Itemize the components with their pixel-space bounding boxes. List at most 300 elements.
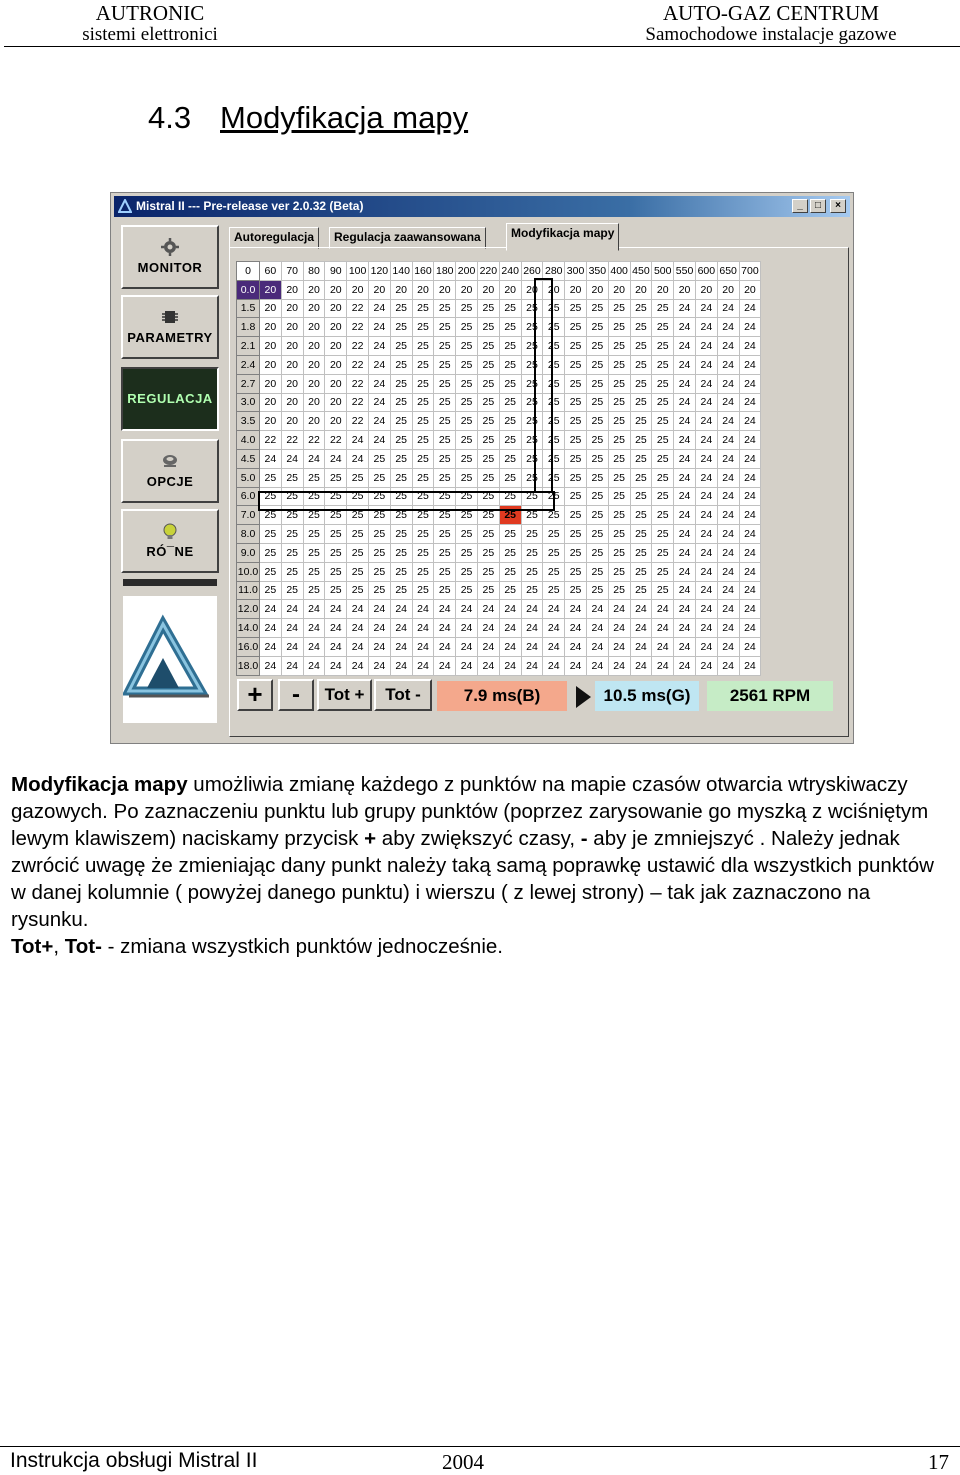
grid-cell[interactable]: 24 (674, 412, 696, 431)
grid-cell[interactable]: 24 (739, 355, 761, 374)
grid-cell[interactable]: 25 (390, 468, 412, 487)
grid-cell[interactable]: 24 (543, 637, 565, 656)
grid-cell[interactable]: 24 (717, 431, 739, 450)
grid-cell[interactable]: 25 (565, 449, 587, 468)
grid-cell[interactable]: 20 (390, 280, 412, 299)
grid-cell[interactable]: 24 (586, 619, 608, 638)
grid-cell[interactable]: 25 (521, 449, 543, 468)
grid-cell[interactable]: 25 (543, 318, 565, 337)
grid-cell[interactable]: 24 (652, 637, 674, 656)
grid-cell[interactable]: 24 (630, 600, 652, 619)
grid-cell[interactable]: 24 (739, 562, 761, 581)
grid-column-header[interactable]: 60 (260, 262, 282, 281)
grid-cell[interactable]: 25 (586, 431, 608, 450)
grid-cell[interactable]: 24 (739, 468, 761, 487)
grid-cell[interactable]: 25 (456, 562, 478, 581)
grid-cell[interactable]: 24 (739, 600, 761, 619)
grid-cell[interactable]: 24 (368, 374, 390, 393)
grid-row-header[interactable]: 18.0 (237, 656, 260, 675)
grid-cell[interactable]: 25 (281, 543, 303, 562)
grid-cell[interactable]: 24 (347, 619, 369, 638)
grid-cell[interactable]: 25 (608, 487, 630, 506)
grid-cell[interactable]: 25 (434, 412, 456, 431)
grid-cell[interactable]: 25 (434, 318, 456, 337)
grid-cell[interactable]: 25 (608, 299, 630, 318)
grid-cell[interactable]: 24 (565, 637, 587, 656)
grid-cell[interactable]: 25 (477, 299, 499, 318)
grid-cell[interactable]: 25 (652, 506, 674, 525)
grid-cell[interactable]: 24 (368, 337, 390, 356)
grid-cell[interactable]: 24 (695, 656, 717, 675)
grid-cell[interactable]: 25 (586, 449, 608, 468)
grid-cell[interactable]: 24 (521, 600, 543, 619)
grid-cell[interactable]: 20 (412, 280, 434, 299)
grid-cell[interactable]: 25 (260, 487, 282, 506)
grid-cell[interactable]: 25 (477, 525, 499, 544)
grid-cell[interactable]: 24 (303, 619, 325, 638)
grid-cell[interactable]: 20 (281, 412, 303, 431)
grid-row-header[interactable]: 0.0 (237, 280, 260, 299)
grid-cell[interactable]: 24 (608, 600, 630, 619)
grid-cell[interactable]: 20 (630, 280, 652, 299)
grid-cell[interactable]: 25 (347, 506, 369, 525)
grid-cell[interactable]: 24 (674, 468, 696, 487)
grid-cell[interactable]: 24 (412, 619, 434, 638)
grid-cell[interactable]: 25 (477, 487, 499, 506)
grid-cell[interactable]: 25 (543, 337, 565, 356)
grid-cell[interactable]: 24 (499, 656, 521, 675)
grid-cell[interactable]: 25 (565, 562, 587, 581)
grid-cell[interactable]: 25 (477, 581, 499, 600)
grid-cell[interactable]: 24 (674, 299, 696, 318)
grid-cell[interactable]: 24 (456, 656, 478, 675)
grid-cell[interactable]: 24 (695, 637, 717, 656)
grid-cell[interactable]: 20 (260, 355, 282, 374)
grid-cell[interactable]: 25 (260, 562, 282, 581)
grid-cell[interactable]: 25 (499, 318, 521, 337)
grid-cell[interactable]: 20 (281, 337, 303, 356)
grid-cell[interactable]: 24 (717, 337, 739, 356)
grid-row-header[interactable]: 9.0 (237, 543, 260, 562)
grid-row-header[interactable]: 1.8 (237, 318, 260, 337)
grid-cell[interactable]: 25 (543, 468, 565, 487)
grid-column-header[interactable]: 90 (325, 262, 347, 281)
grid-cell[interactable]: 25 (390, 506, 412, 525)
grid-cell[interactable]: 24 (368, 412, 390, 431)
grid-cell[interactable]: 25 (477, 562, 499, 581)
grid-row-header[interactable]: 4.0 (237, 431, 260, 450)
grid-row-header[interactable]: 10.0 (237, 562, 260, 581)
grid-cell[interactable]: 25 (434, 449, 456, 468)
grid-cell[interactable]: 24 (739, 449, 761, 468)
grid-cell[interactable]: 24 (717, 412, 739, 431)
grid-cell[interactable]: 25 (543, 374, 565, 393)
grid-cell[interactable]: 25 (477, 412, 499, 431)
grid-cell[interactable]: 24 (739, 299, 761, 318)
grid-cell[interactable]: 24 (368, 431, 390, 450)
grid-row-header[interactable]: 3.0 (237, 393, 260, 412)
grid-cell[interactable]: 24 (652, 656, 674, 675)
grid-cell[interactable]: 25 (565, 525, 587, 544)
grid-cell[interactable]: 25 (521, 562, 543, 581)
grid-cell[interactable]: 25 (608, 412, 630, 431)
grid-cell[interactable]: 25 (499, 412, 521, 431)
grid-cell[interactable]: 25 (434, 525, 456, 544)
grid-cell[interactable]: 20 (281, 393, 303, 412)
grid-cell[interactable]: 24 (630, 637, 652, 656)
grid-cell[interactable]: 25 (543, 393, 565, 412)
grid-cell[interactable]: 25 (434, 431, 456, 450)
grid-cell[interactable]: 25 (608, 543, 630, 562)
sidebar-rozne-button[interactable] (121, 509, 219, 573)
grid-cell[interactable]: 24 (325, 637, 347, 656)
grid-cell[interactable]: 20 (303, 337, 325, 356)
grid-cell[interactable]: 25 (347, 562, 369, 581)
grid-cell[interactable]: 20 (260, 393, 282, 412)
grid-cell[interactable]: 25 (608, 318, 630, 337)
grid-cell[interactable]: 25 (281, 525, 303, 544)
grid-cell[interactable]: 24 (325, 656, 347, 675)
grid-cell[interactable]: 25 (630, 355, 652, 374)
grid-cell[interactable]: 25 (586, 506, 608, 525)
grid-cell[interactable]: 24 (325, 619, 347, 638)
grid-cell[interactable]: 24 (608, 656, 630, 675)
increase-button[interactable]: + (237, 679, 273, 711)
grid-cell[interactable]: 25 (281, 562, 303, 581)
grid-cell[interactable]: 25 (412, 543, 434, 562)
grid-cell[interactable]: 25 (347, 468, 369, 487)
grid-cell[interactable]: 24 (368, 318, 390, 337)
grid-cell[interactable]: 24 (281, 449, 303, 468)
grid-cell[interactable]: 24 (303, 449, 325, 468)
grid-cell[interactable]: 24 (499, 600, 521, 619)
grid-cell[interactable]: 25 (521, 525, 543, 544)
grid-cell[interactable]: 25 (412, 449, 434, 468)
grid-column-header[interactable]: 650 (717, 262, 739, 281)
tab-modyfikacja-mapy[interactable]: Modyfikacja mapy (506, 223, 619, 251)
grid-cell[interactable]: 22 (347, 299, 369, 318)
grid-cell[interactable]: 25 (499, 393, 521, 412)
grid-row-header[interactable]: 8.0 (237, 525, 260, 544)
grid-cell[interactable]: 24 (674, 637, 696, 656)
grid-cell[interactable]: 24 (303, 637, 325, 656)
grid-cell[interactable]: 25 (303, 562, 325, 581)
grid-cell[interactable]: 24 (368, 656, 390, 675)
grid-cell[interactable]: 25 (434, 393, 456, 412)
grid-cell[interactable]: 25 (390, 431, 412, 450)
grid-column-header[interactable]: 600 (695, 262, 717, 281)
grid-cell[interactable]: 25 (630, 581, 652, 600)
grid-cell[interactable]: 24 (717, 506, 739, 525)
tab-regulacja-zaawansowana[interactable]: Regulacja zaawansowana (329, 227, 486, 249)
maximize-button[interactable]: □ (810, 199, 826, 213)
grid-cell[interactable]: 25 (325, 487, 347, 506)
grid-cell[interactable]: 25 (521, 337, 543, 356)
grid-cell[interactable]: 24 (521, 619, 543, 638)
grid-cell[interactable]: 25 (652, 318, 674, 337)
grid-cell[interactable]: 25 (499, 543, 521, 562)
grid-cell[interactable]: 22 (347, 412, 369, 431)
grid-cell[interactable]: 25 (390, 299, 412, 318)
grid-cell[interactable]: 25 (586, 581, 608, 600)
grid-row-header[interactable]: 3.5 (237, 412, 260, 431)
grid-cell[interactable]: 25 (368, 562, 390, 581)
grid-cell[interactable]: 25 (303, 468, 325, 487)
grid-cell[interactable]: 22 (303, 431, 325, 450)
grid-cell[interactable]: 25 (652, 525, 674, 544)
grid-cell[interactable]: 25 (565, 374, 587, 393)
grid-cell[interactable]: 24 (543, 656, 565, 675)
grid-cell[interactable]: 20 (695, 280, 717, 299)
grid-cell[interactable]: 25 (608, 355, 630, 374)
grid-cell[interactable]: 24 (695, 581, 717, 600)
grid-cell[interactable]: 25 (477, 449, 499, 468)
grid-column-header[interactable]: 500 (652, 262, 674, 281)
grid-cell[interactable]: 25 (565, 355, 587, 374)
grid-cell[interactable]: 25 (456, 543, 478, 562)
grid-cell[interactable]: 24 (303, 656, 325, 675)
grid-cell[interactable]: 24 (695, 600, 717, 619)
grid-cell[interactable]: 25 (652, 449, 674, 468)
grid-cell[interactable]: 25 (260, 506, 282, 525)
grid-column-header[interactable]: 70 (281, 262, 303, 281)
grid-cell[interactable]: 25 (325, 468, 347, 487)
grid-cell[interactable]: 20 (652, 280, 674, 299)
grid-cell[interactable]: 25 (260, 581, 282, 600)
grid-cell[interactable]: 24 (368, 637, 390, 656)
grid-cell[interactable]: 24 (412, 637, 434, 656)
grid-cell[interactable]: 24 (717, 600, 739, 619)
grid-cell[interactable]: 24 (586, 637, 608, 656)
grid-cell[interactable]: 25 (608, 562, 630, 581)
grid-cell[interactable]: 20 (325, 337, 347, 356)
grid-cell[interactable]: 25 (390, 487, 412, 506)
grid-cell[interactable]: 25 (303, 525, 325, 544)
grid-cell[interactable]: 25 (368, 581, 390, 600)
grid-cell[interactable]: 24 (390, 637, 412, 656)
grid-cell[interactable]: 25 (499, 468, 521, 487)
grid-cell[interactable]: 25 (521, 543, 543, 562)
grid-cell[interactable]: 25 (586, 318, 608, 337)
grid-cell[interactable]: 25 (456, 393, 478, 412)
grid-cell[interactable]: 20 (325, 318, 347, 337)
grid-cell[interactable]: 22 (325, 431, 347, 450)
grid-cell[interactable]: 24 (368, 355, 390, 374)
grid-cell[interactable]: 25 (368, 543, 390, 562)
grid-cell[interactable]: 25 (499, 355, 521, 374)
grid-column-header[interactable]: 220 (477, 262, 499, 281)
grid-cell[interactable]: 24 (477, 656, 499, 675)
grid-cell[interactable]: 25 (260, 543, 282, 562)
grid-cell[interactable]: 25 (477, 431, 499, 450)
grid-cell[interactable]: 25 (586, 412, 608, 431)
grid-cell[interactable]: 20 (543, 280, 565, 299)
grid-cell[interactable]: 25 (456, 318, 478, 337)
grid-cell[interactable]: 20 (260, 318, 282, 337)
grid-cell[interactable]: 24 (499, 619, 521, 638)
grid-cell[interactable]: 25 (325, 581, 347, 600)
grid-cell[interactable]: 25 (652, 543, 674, 562)
grid-cell[interactable]: 24 (674, 581, 696, 600)
grid-cell[interactable]: 24 (695, 337, 717, 356)
grid-cell[interactable]: 25 (499, 431, 521, 450)
grid-cell[interactable]: 20 (586, 280, 608, 299)
grid-cell[interactable]: 24 (674, 506, 696, 525)
grid-cell[interactable]: 20 (260, 299, 282, 318)
grid-cell[interactable]: 24 (739, 431, 761, 450)
grid-cell[interactable]: 25 (499, 449, 521, 468)
grid-cell[interactable]: 24 (739, 487, 761, 506)
grid-cell[interactable]: 24 (695, 543, 717, 562)
grid-cell[interactable]: 25 (565, 487, 587, 506)
grid-cell[interactable]: 25 (477, 506, 499, 525)
grid-cell[interactable]: 25 (521, 506, 543, 525)
grid-cell[interactable]: 25 (390, 374, 412, 393)
grid-cell[interactable]: 25 (368, 525, 390, 544)
grid-cell[interactable]: 24 (739, 581, 761, 600)
grid-cell[interactable]: 25 (390, 393, 412, 412)
grid-cell[interactable]: 25 (390, 449, 412, 468)
grid-cell[interactable]: 25 (652, 431, 674, 450)
grid-cell[interactable]: 24 (412, 656, 434, 675)
grid-cell[interactable]: 25 (260, 468, 282, 487)
grid-cell[interactable]: 25 (543, 487, 565, 506)
grid-cell[interactable]: 25 (652, 562, 674, 581)
grid-cell[interactable]: 25 (325, 562, 347, 581)
grid-cell[interactable]: 25 (565, 431, 587, 450)
grid-cell[interactable]: 25 (630, 468, 652, 487)
grid-cell[interactable]: 25 (434, 487, 456, 506)
grid-cell[interactable]: 20 (325, 299, 347, 318)
tot-minus-button[interactable]: Tot - (374, 679, 432, 711)
grid-cell[interactable]: 24 (695, 412, 717, 431)
grid-cell[interactable]: 25 (347, 525, 369, 544)
grid-cell[interactable]: 24 (652, 600, 674, 619)
grid-cell[interactable]: 25 (434, 299, 456, 318)
grid-cell[interactable]: 25 (630, 412, 652, 431)
grid-cell[interactable]: 20 (368, 280, 390, 299)
highlighted-grid-cell[interactable]: 25 (499, 506, 521, 525)
grid-cell[interactable]: 25 (325, 543, 347, 562)
grid-cell[interactable]: 24 (347, 449, 369, 468)
grid-cell[interactable]: 24 (695, 506, 717, 525)
grid-cell[interactable]: 25 (477, 337, 499, 356)
grid-column-header[interactable]: 120 (368, 262, 390, 281)
grid-cell[interactable]: 25 (565, 543, 587, 562)
grid-cell[interactable]: 25 (456, 374, 478, 393)
grid-column-header[interactable]: 550 (674, 262, 696, 281)
grid-cell[interactable]: 20 (281, 299, 303, 318)
sidebar-opcje-button[interactable] (121, 439, 219, 503)
grid-cell[interactable]: 25 (477, 393, 499, 412)
grid-column-header[interactable]: 100 (347, 262, 369, 281)
grid-cell[interactable]: 20 (281, 280, 303, 299)
grid-cell[interactable]: 24 (630, 656, 652, 675)
grid-cell[interactable]: 25 (521, 355, 543, 374)
grid-cell[interactable]: 24 (347, 431, 369, 450)
grid-cell[interactable]: 24 (739, 525, 761, 544)
grid-cell[interactable]: 25 (456, 525, 478, 544)
grid-cell[interactable]: 25 (586, 525, 608, 544)
grid-row-header[interactable]: 4.5 (237, 449, 260, 468)
grid-row-header[interactable]: 5.0 (237, 468, 260, 487)
grid-cell[interactable]: 25 (390, 543, 412, 562)
grid-cell[interactable]: 24 (674, 355, 696, 374)
grid-cell[interactable]: 22 (347, 318, 369, 337)
grid-cell[interactable]: 25 (608, 525, 630, 544)
injection-map-grid[interactable] (236, 261, 761, 676)
grid-cell[interactable]: 25 (412, 506, 434, 525)
sidebar-regulacja-button[interactable] (121, 367, 219, 431)
grid-cell[interactable]: 25 (412, 412, 434, 431)
grid-cell[interactable]: 25 (521, 318, 543, 337)
grid-cell[interactable]: 24 (565, 600, 587, 619)
grid-cell[interactable]: 24 (543, 619, 565, 638)
grid-cell[interactable]: 25 (543, 412, 565, 431)
grid-cell[interactable]: 24 (434, 637, 456, 656)
grid-cell[interactable]: 24 (674, 619, 696, 638)
grid-cell[interactable]: 25 (303, 543, 325, 562)
grid-cell[interactable]: 25 (630, 431, 652, 450)
grid-cell[interactable]: 25 (456, 487, 478, 506)
grid-cell[interactable]: 20 (608, 280, 630, 299)
grid-cell[interactable]: 25 (586, 543, 608, 562)
grid-cell[interactable]: 24 (674, 562, 696, 581)
grid-cell[interactable]: 24 (456, 600, 478, 619)
grid-cell[interactable]: 25 (586, 468, 608, 487)
grid-cell[interactable]: 25 (565, 337, 587, 356)
grid-cell[interactable]: 24 (260, 637, 282, 656)
grid-cell[interactable]: 20 (674, 280, 696, 299)
grid-cell[interactable]: 20 (499, 280, 521, 299)
grid-cell[interactable]: 25 (434, 543, 456, 562)
grid-cell[interactable]: 24 (281, 637, 303, 656)
grid-cell[interactable]: 25 (608, 449, 630, 468)
grid-cell[interactable]: 20 (260, 374, 282, 393)
grid-cell[interactable]: 20 (303, 280, 325, 299)
grid-cell[interactable]: 25 (456, 468, 478, 487)
grid-cell[interactable]: 24 (717, 487, 739, 506)
grid-cell[interactable]: 25 (652, 468, 674, 487)
grid-cell[interactable]: 25 (543, 562, 565, 581)
grid-cell[interactable]: 20 (281, 374, 303, 393)
grid-cell[interactable]: 25 (456, 299, 478, 318)
grid-cell[interactable]: 20 (281, 318, 303, 337)
grid-cell[interactable]: 25 (586, 355, 608, 374)
grid-cell[interactable]: 24 (717, 393, 739, 412)
grid-cell[interactable]: 25 (368, 487, 390, 506)
grid-cell[interactable]: 24 (260, 449, 282, 468)
grid-cell[interactable]: 24 (477, 619, 499, 638)
grid-cell[interactable]: 25 (477, 318, 499, 337)
grid-cell[interactable]: 25 (543, 355, 565, 374)
grid-cell[interactable]: 25 (412, 562, 434, 581)
grid-cell[interactable]: 24 (565, 656, 587, 675)
grid-cell[interactable]: 25 (630, 525, 652, 544)
grid-cell[interactable]: 25 (456, 355, 478, 374)
grid-cell[interactable]: 25 (499, 337, 521, 356)
grid-cell[interactable]: 24 (260, 656, 282, 675)
grid-cell[interactable]: 24 (739, 412, 761, 431)
grid-cell[interactable]: 25 (390, 562, 412, 581)
grid-cell[interactable]: 25 (434, 374, 456, 393)
tab-autoregulacja[interactable]: Autoregulacja (229, 227, 319, 249)
grid-cell[interactable]: 25 (565, 318, 587, 337)
grid-row-header[interactable]: 2.7 (237, 374, 260, 393)
grid-cell[interactable]: 25 (652, 355, 674, 374)
grid-cell[interactable]: 25 (260, 525, 282, 544)
grid-row-header[interactable]: 1.5 (237, 299, 260, 318)
